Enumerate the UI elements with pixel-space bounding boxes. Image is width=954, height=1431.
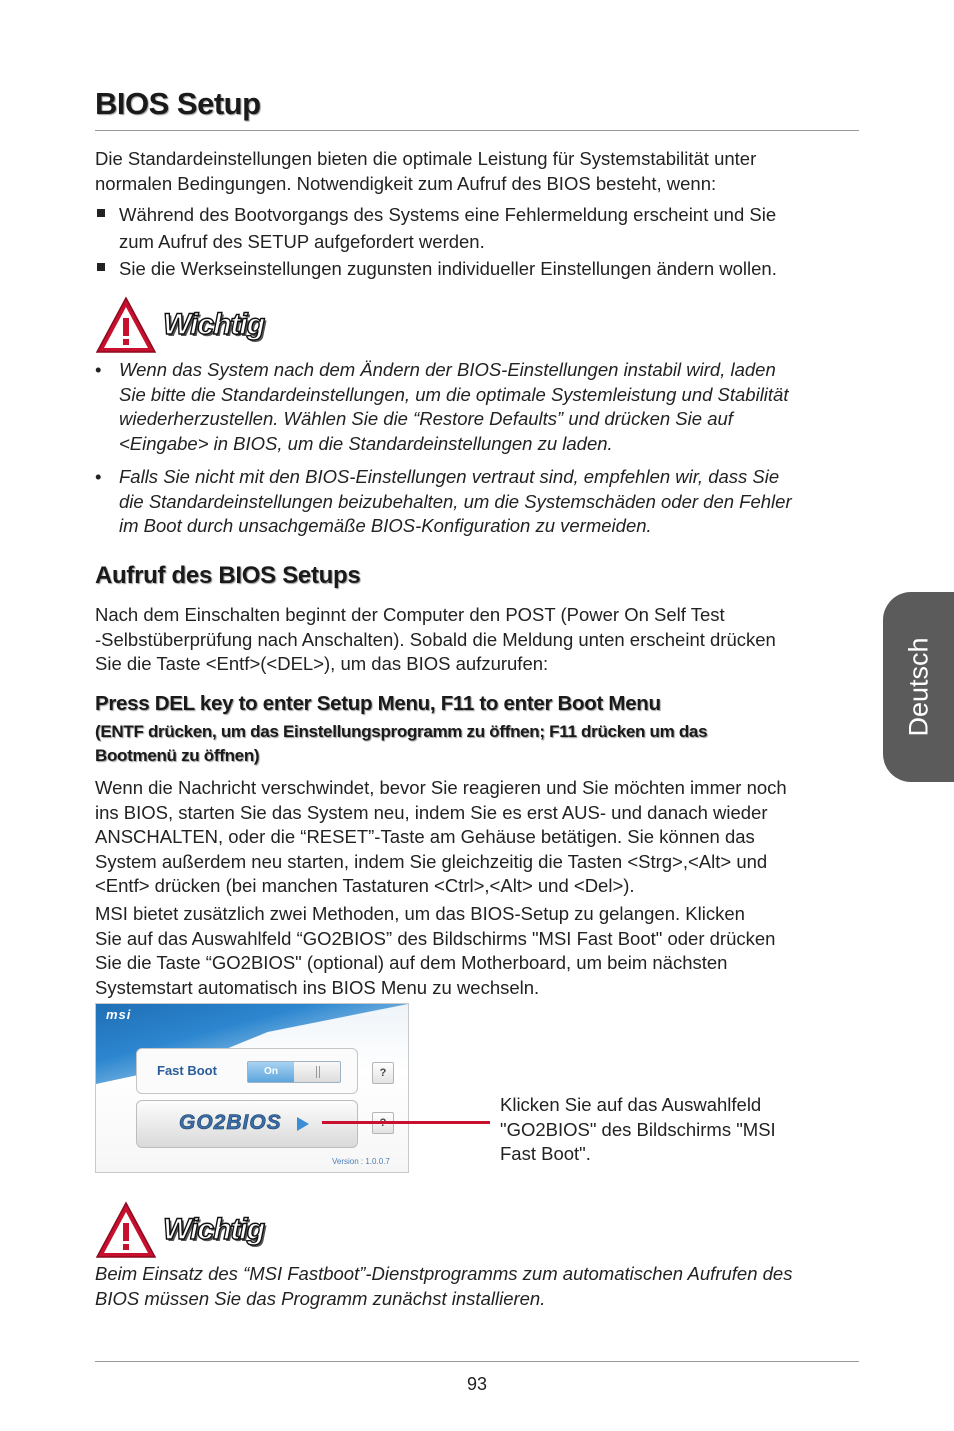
translation-line: Bootmenü zu öffnen) (95, 746, 260, 765)
warning-line: BIOS müssen Sie das Programm zunächst installieren. (95, 1287, 546, 1309)
toggle-state: On (248, 1062, 294, 1082)
language-side-tab (883, 592, 954, 782)
paragraph-line: MSI bietet zusätzlich zwei Methoden, um das BIOS-Setup zu gelangen. Klicken (95, 903, 745, 924)
page-title: BIOS Setup (95, 86, 261, 121)
paragraph-line: Systemstart automatisch ins BIOS Menu zu wechseln. (95, 976, 540, 998)
warning-line: Wenn das System nach dem Ändern der BIOS-Einstellungen instabil wird, laden (119, 359, 776, 380)
paragraph-line: ins BIOS, starten Sie das System neu, indem Sie es erst AUS- und danach wieder (95, 801, 768, 823)
callout-line-text: Fast Boot". (500, 1143, 591, 1164)
go2bios-label: GO2BIOS (179, 1111, 282, 1134)
condition-line: Sie die Werkseinstellungen zugunsten individueller Einstellungen ändern wollen. (119, 258, 777, 279)
condition-item (95, 201, 863, 255)
warning-line: Sie bitte die Standardeinstellungen, um die optimale Systemleistung und Stabilität (119, 383, 789, 405)
paragraph-line: Nach dem Einschalten beginnt der Computer den POST (Power On Self Test (95, 604, 725, 625)
key-message: Press DEL key to enter Setup Menu, F11 to enter Boot Menu (95, 692, 661, 715)
square-bullet-icon (97, 263, 105, 271)
section-paragraph (95, 776, 863, 899)
intro-line: Die Standardeinstellungen bieten die optimale Leistung für Systemstabilität unter (95, 148, 757, 169)
section-paragraph (95, 902, 863, 1000)
condition-line: zum Aufruf des SETUP aufgefordert werden. (119, 231, 485, 252)
toggle-grip-icon (316, 1066, 317, 1078)
intro-line: normalen Bedingungen. Notwendigkeit zum Aufruf des BIOS besteht, wenn: (95, 172, 717, 194)
warning-bullet (95, 465, 863, 539)
page-number: 93 (466, 1374, 488, 1394)
bullet-dot-icon: • (95, 466, 102, 487)
paragraph-line: Wenn die Nachricht verschwindet, bevor Sie reagieren und Sie möchten immer noch (95, 777, 787, 798)
paragraph-line: System außerdem neu starten, indem Sie gleichzeitig die Tasten <Strg>,<Alt> und (95, 850, 768, 872)
go2bios-button[interactable] (136, 1100, 358, 1148)
msi-logo: msi (106, 1007, 132, 1022)
title-divider (95, 130, 859, 131)
warning-header (95, 1201, 295, 1263)
warning-header (95, 296, 295, 358)
callout-line (322, 1121, 490, 1124)
bullet-dot-icon: • (95, 359, 102, 380)
intro-paragraph (95, 147, 863, 196)
paragraph-line: ANSCHALTEN, oder die “RESET”-Taste am Gehäuse betätigen. Sie können das (95, 826, 755, 847)
paragraph-line: Sie auf das Auswahlfeld “GO2BIOS” des Bildschirms "MSI Fast Boot" oder drücken (95, 927, 776, 949)
condition-item (95, 255, 863, 282)
arrow-right-icon (297, 1117, 309, 1131)
callout-text (500, 1093, 820, 1167)
callout-line-text: "GO2BIOS" des Bildschirms "MSI (500, 1118, 776, 1140)
paragraph-line: <Entf> drücken (bei manchen Tastaturen <Ctrl>,<Alt> und <Del>). (95, 875, 635, 896)
section-heading: Aufruf des BIOS Setups (95, 562, 361, 589)
fast-boot-panel (136, 1048, 358, 1094)
warning-bullet (95, 358, 863, 456)
footer-divider (95, 1361, 859, 1362)
warning-line: wiederherzustellen. Wählen Sie die “Restore Defaults” und drücken Sie auf (119, 408, 733, 429)
condition-line: Während des Bootvorgangs des Systems eine Fehlermeldung erscheint und Sie (119, 204, 777, 225)
fast-boot-help-button[interactable]: ? (372, 1062, 394, 1084)
side-tab-label: Deutsch (903, 637, 933, 737)
warning-line: Beim Einsatz des “MSI Fastboot”-Dienstprogramms zum automatischen Aufrufen des (95, 1263, 793, 1284)
translation-line: (ENTF drücken, um das Einstellungsprogramm zu öffnen; F11 drücken um das (95, 722, 708, 741)
fast-boot-toggle[interactable] (247, 1061, 341, 1083)
section-paragraph (95, 603, 863, 677)
warning-text (95, 1262, 863, 1311)
warning-label: Wichtig (163, 1213, 265, 1246)
fast-boot-screenshot (95, 1003, 409, 1173)
warning-triangle-icon (95, 1201, 157, 1259)
callout-line-text: Klicken Sie auf das Auswahlfeld (500, 1094, 762, 1115)
fast-boot-label: Fast Boot (157, 1063, 217, 1078)
warning-triangle-icon (95, 296, 157, 354)
paragraph-line: Sie die Taste “GO2BIOS" (optional) auf dem Motherboard, um beim nächsten (95, 952, 728, 973)
square-bullet-icon (97, 209, 105, 217)
paragraph-line: Sie die Taste <Entf>(<DEL>), um das BIOS aufzurufen: (95, 653, 549, 674)
warning-line: im Boot durch unsachgemäße BIOS-Konfiguration zu vermeiden. (119, 515, 652, 536)
paragraph-line: -Selbstüberprüfung nach Anschalten). Sobald die Meldung unten erscheint drücken (95, 628, 776, 650)
version-label: Version : 1.0.0.7 (332, 1157, 390, 1166)
warning-line: die Standardeinstellungen beizubehalten, um die Systemschäden oder den Fehler (119, 490, 792, 512)
key-message-translation (95, 720, 707, 768)
warning-label: Wichtig (163, 308, 265, 341)
warning-line: <Eingabe> in BIOS, um die Standardeinstellungen zu laden. (119, 432, 613, 454)
warning-line: Falls Sie nicht mit den BIOS-Einstellungen vertraut sind, empfehlen wir, dass Sie (119, 466, 780, 487)
